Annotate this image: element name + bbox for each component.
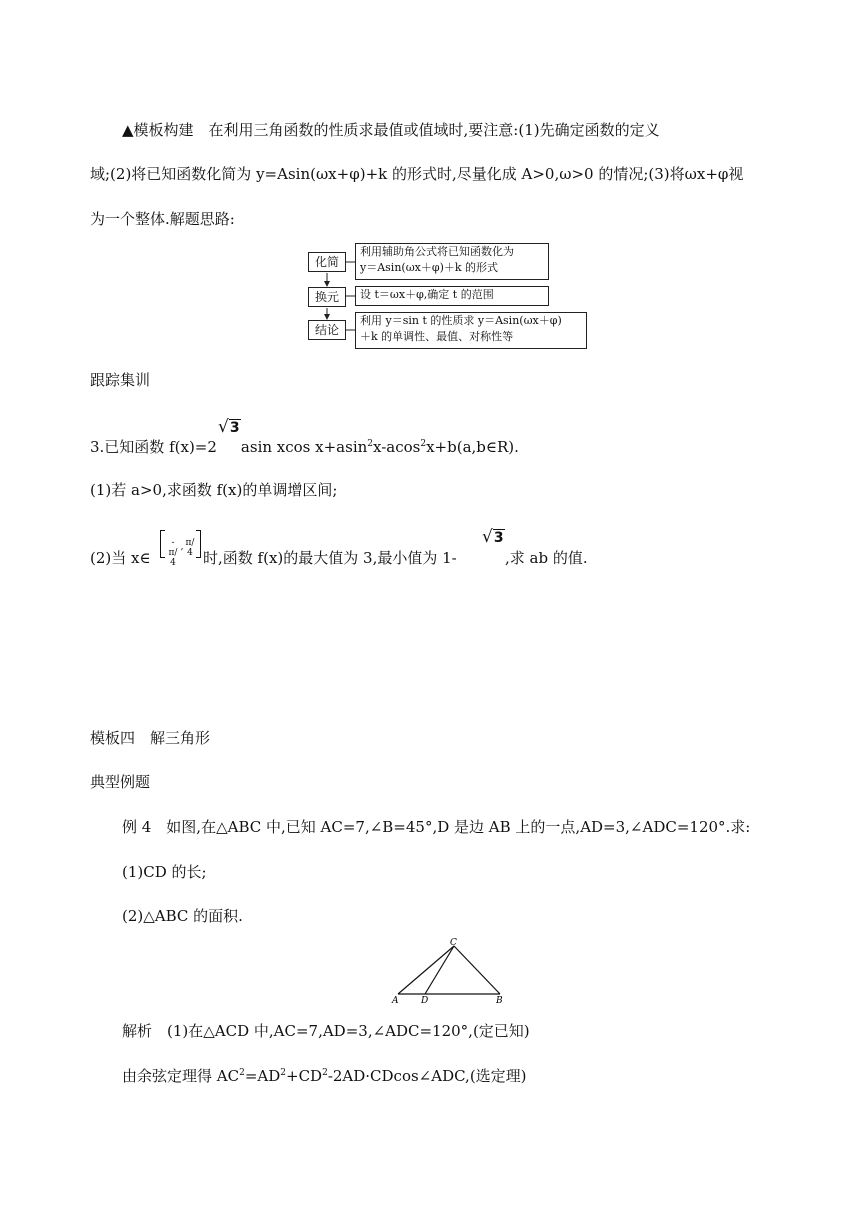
- template-line-3: 为一个整体.解题思路:: [90, 210, 235, 228]
- vertex-label-c: C: [450, 938, 457, 948]
- question-1: (1)CD 的长;: [122, 863, 207, 881]
- exponent: 2: [420, 439, 427, 449]
- flowchart: [306, 243, 588, 351]
- part-2-end: ,求 ab 的值.: [505, 549, 588, 567]
- interval: [160, 530, 202, 568]
- solution-line-2: [122, 1066, 527, 1086]
- section-title: 模板四 解三角形: [90, 729, 211, 747]
- interval-upper: π/4: [185, 538, 195, 558]
- left-bracket: [160, 530, 165, 558]
- interval-lower: - π/4: [168, 538, 178, 568]
- part-1: (1)若 a>0,求函数 f(x)的单调增区间;: [90, 481, 338, 499]
- problem-end: x+b(a,b∈R).: [426, 438, 519, 456]
- problem-mid: x-acos: [373, 438, 421, 456]
- problem-prefix: 3.已知函数 f(x)=2: [90, 438, 217, 456]
- interval-comma: ,: [180, 542, 184, 552]
- template-line-1: ▲模板构建 在利用三角函数的性质求最值或值域时,要注意:(1)先确定函数的定义: [122, 121, 660, 139]
- sqrt-3-symbol: √3: [482, 527, 504, 547]
- exponent: 2: [367, 439, 374, 449]
- triangle-figure: [390, 936, 510, 1006]
- example-heading: 典型例题: [90, 773, 151, 791]
- exponent: 2: [280, 1068, 286, 1078]
- problem-3: [90, 437, 519, 457]
- solution-part: -2AD·CDcos∠ADC,(选定理): [327, 1067, 527, 1085]
- flow-text: ＋k 的单调性、最值、对称性等: [360, 330, 514, 343]
- solution-part: =AD: [244, 1067, 281, 1085]
- flow-box-substitute: [355, 286, 549, 306]
- flow-text: 利用 y＝sin t 的性质求 y＝Asin(ωx＋φ): [360, 314, 562, 327]
- vertex-label-b: B: [496, 996, 503, 1006]
- flow-label-simplify: 化简: [308, 252, 346, 272]
- part-2-prefix: (2)当 x∈: [90, 549, 151, 567]
- flow-box-simplify: [355, 243, 549, 280]
- right-bracket: [196, 530, 201, 558]
- solution-part: 由余弦定理得 AC: [122, 1067, 240, 1085]
- exponent: 2: [239, 1068, 245, 1078]
- practice-heading: 跟踪集训: [90, 371, 151, 389]
- problem-rest: asin xcos x+asin: [240, 438, 368, 456]
- vertex-label-d: D: [421, 996, 429, 1006]
- sqrt-3-symbol: √3: [218, 417, 240, 437]
- example-4: 例 4 如图,在△ABC 中,已知 AC=7,∠B=45°,D 是边 AB 上的一点,AD=3,∠ADC=120°.求:: [122, 818, 751, 836]
- vertex-label-a: A: [392, 996, 399, 1006]
- solution-part: +CD: [286, 1067, 323, 1085]
- solution-line-1: 解析 (1)在△ACD 中,AC=7,AD=3,∠ADC=120°,(定已知): [122, 1022, 530, 1040]
- flow-text: y＝Asin(ωx＋φ)＋k 的形式: [360, 261, 499, 274]
- template-line-2: 域;(2)将已知函数化简为 y=Asin(ωx+φ)+k 的形式时,尽量化成 A>0,ω>0 的情况;(3)将ωx+φ视: [90, 165, 744, 183]
- flow-label-substitute: 换元: [308, 287, 346, 307]
- question-2: (2)△ABC 的面积.: [122, 907, 243, 925]
- flow-box-conclude: [355, 312, 587, 349]
- flow-label-conclude: 结论: [308, 320, 346, 340]
- exponent: 2: [322, 1068, 328, 1078]
- flow-text: 设 t＝ωx＋φ,确定 t 的范围: [360, 288, 494, 301]
- flow-text: 利用辅助角公式将已知函数化为: [360, 245, 514, 258]
- part-2-mid: 时,函数 f(x)的最大值为 3,最小值为 1-: [203, 549, 457, 567]
